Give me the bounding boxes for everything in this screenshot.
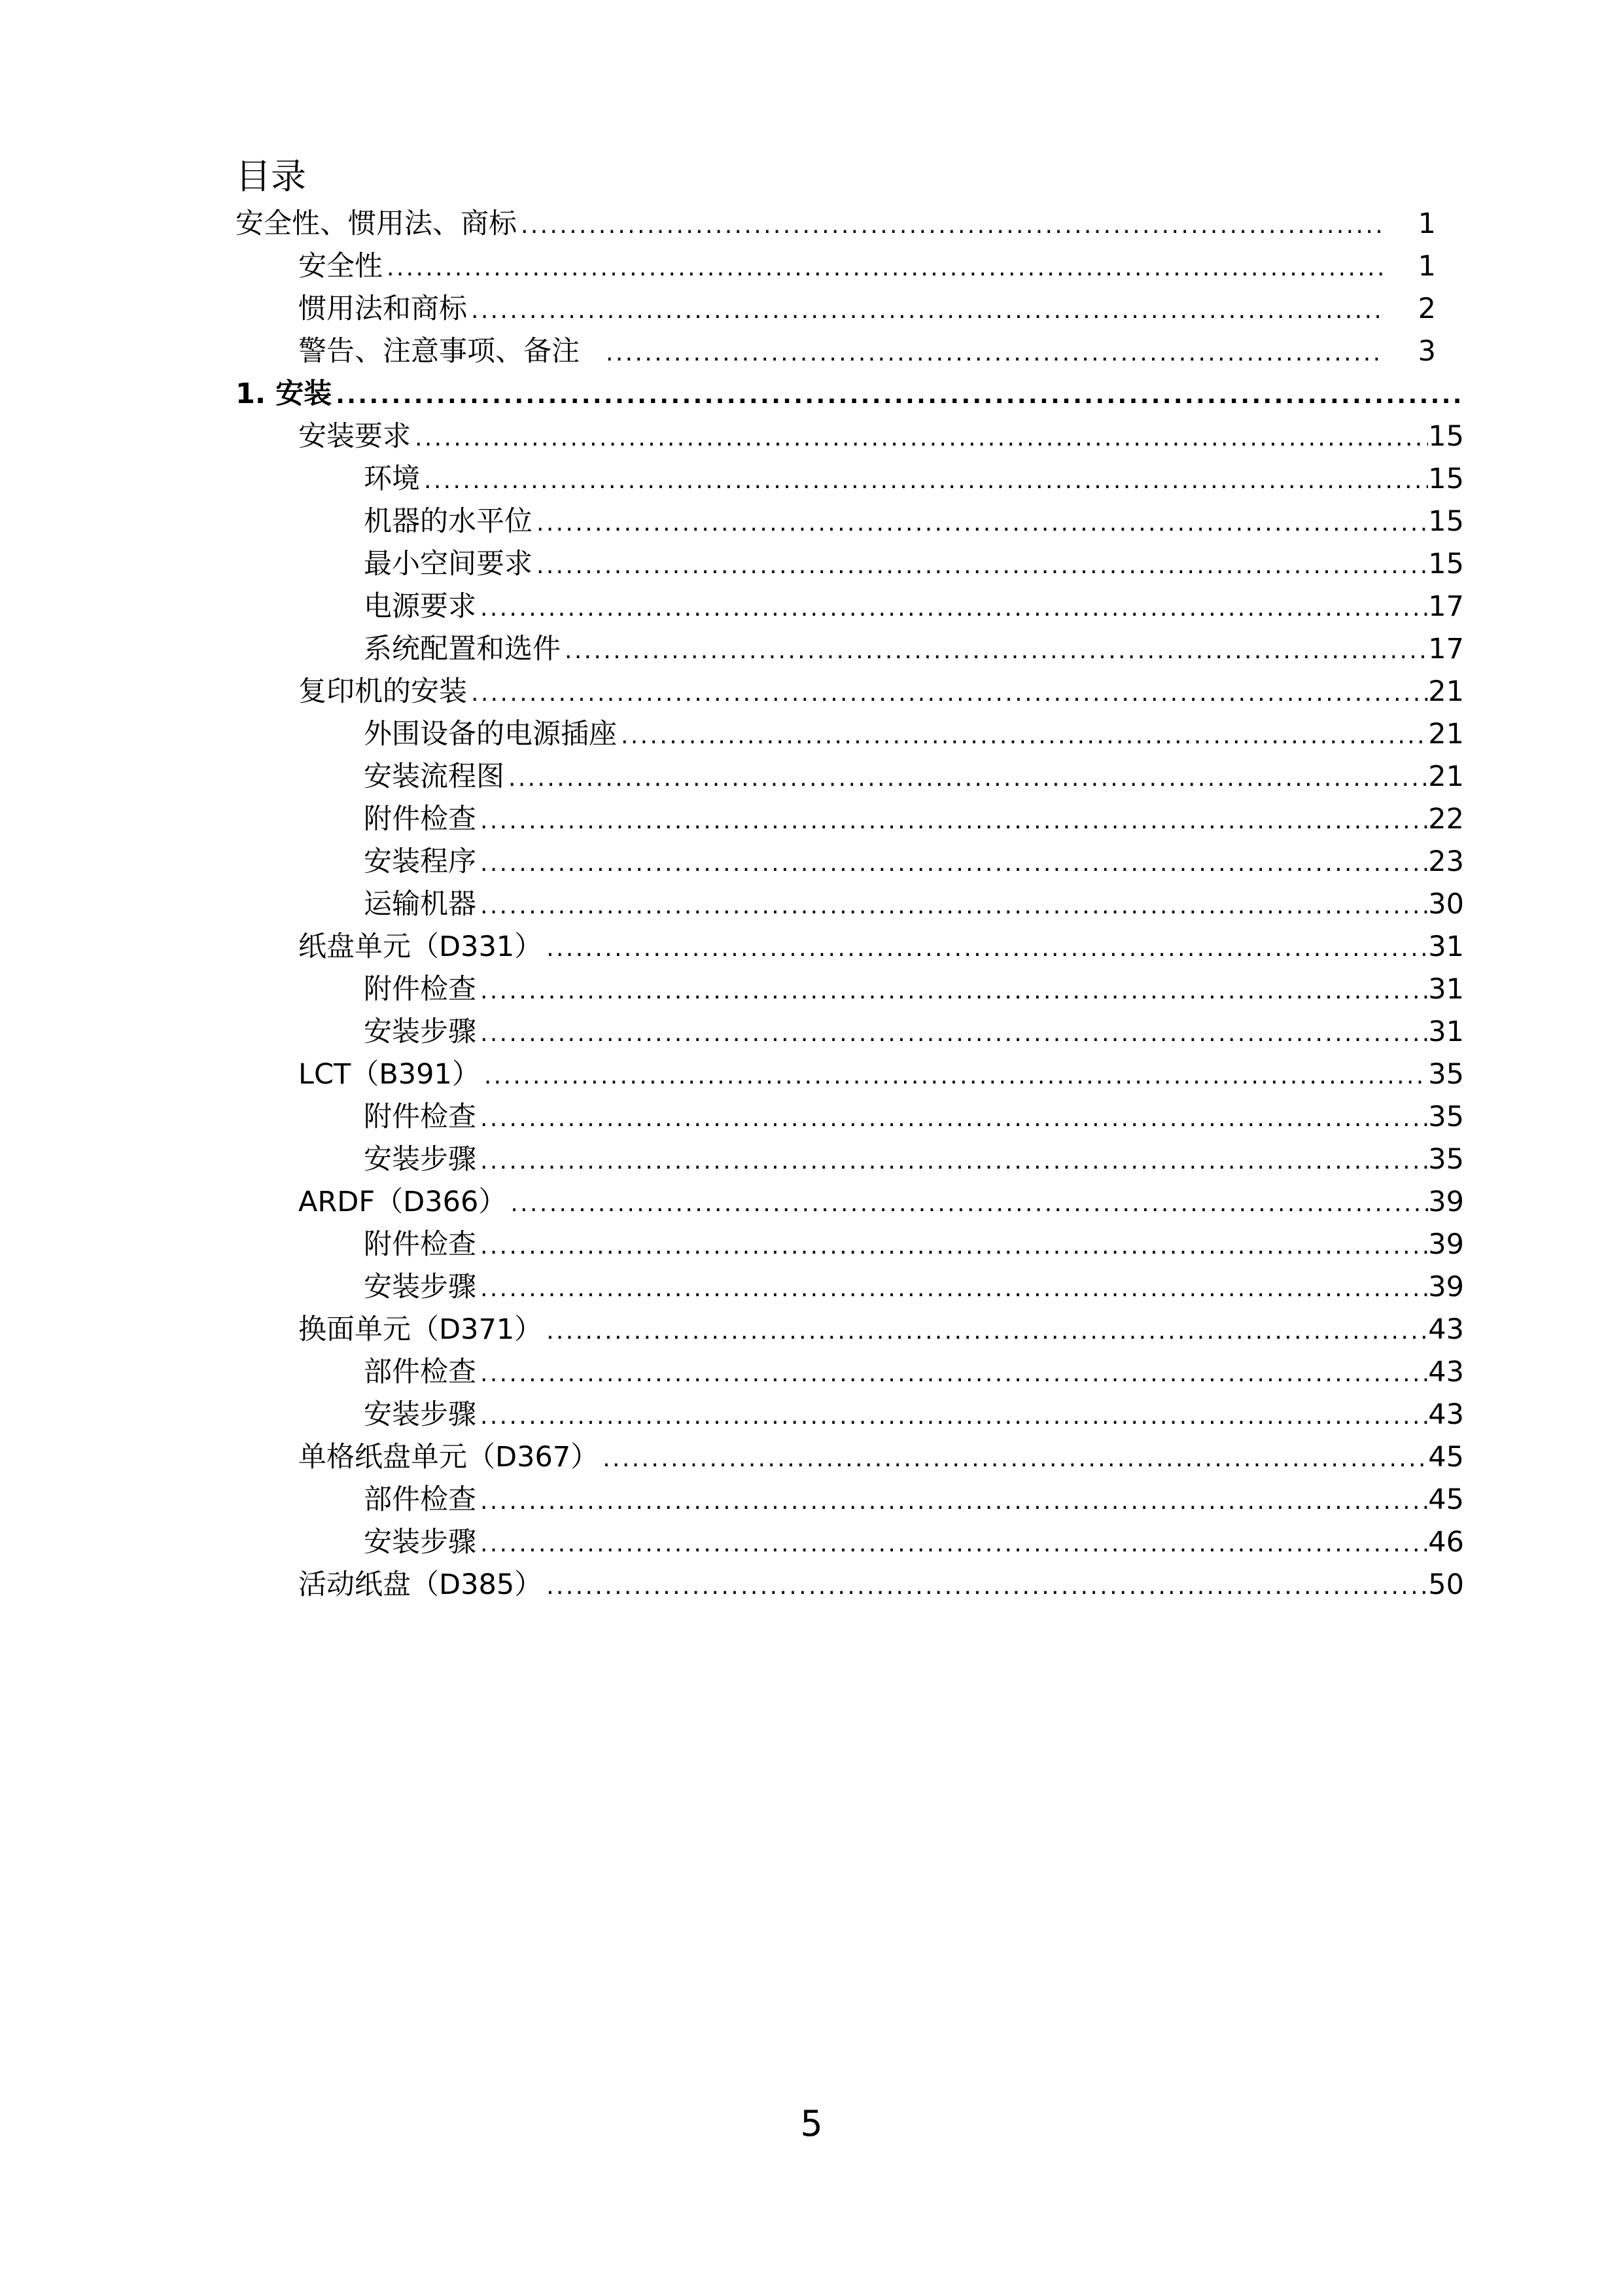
toc-entry-page: 23 [1428, 845, 1464, 878]
toc-entry-title: 系统配置和选件 [364, 633, 561, 665]
dot-leader [480, 1352, 1428, 1395]
toc-entry-page: 43 [1428, 1313, 1464, 1346]
toc-entry[interactable] [364, 968, 1464, 1011]
toc-entry-title: LCT（B391） [298, 1058, 480, 1091]
toc-entry-page: 15 [1428, 463, 1464, 495]
dot-leader [484, 1055, 1428, 1097]
toc-entry-page: 15 [1428, 548, 1464, 580]
toc-chapter-entry[interactable] [236, 373, 1464, 415]
dot-leader [546, 1565, 1428, 1608]
toc-entry-page: 3 [1418, 335, 1436, 368]
toc-entry[interactable] [364, 756, 1464, 798]
dot-leader [480, 587, 1428, 629]
toc-entry-page: 17 [1428, 590, 1464, 623]
toc-entry-title: 附件检查 [364, 1228, 476, 1261]
toc-entry[interactable] [298, 1436, 1464, 1479]
toc-entry-page: 21 [1428, 760, 1464, 793]
dot-leader [546, 1310, 1428, 1352]
toc-entry-page: 43 [1428, 1356, 1464, 1388]
toc-entry-title: 部件检查 [364, 1483, 476, 1516]
dot-leader [480, 800, 1428, 842]
toc-entry-title: 环境 [364, 463, 420, 495]
toc-entry[interactable] [298, 1181, 1464, 1224]
page-number: 5 [800, 2103, 823, 2144]
toc-entry-page: 31 [1428, 1016, 1464, 1048]
toc-entry[interactable] [298, 1053, 1464, 1096]
dot-leader [536, 502, 1428, 544]
toc-entry[interactable] [364, 1394, 1464, 1436]
dot-leader [510, 1182, 1428, 1225]
toc-entry[interactable] [298, 671, 1464, 713]
toc-entry-title: 附件检查 [364, 973, 476, 1006]
toc-entry-page: 39 [1428, 1228, 1464, 1261]
toc-entry-page: 46 [1428, 1526, 1464, 1559]
toc-entry-title: 安装步骤 [364, 1526, 476, 1559]
dot-leader [424, 459, 1428, 502]
dot-leader [536, 544, 1428, 587]
toc-entry[interactable] [364, 1479, 1464, 1521]
dot-leader [471, 289, 1384, 332]
dot-leader [508, 757, 1428, 800]
toc-entry-page: 1 [1418, 250, 1436, 283]
toc-entry-page: 39 [1428, 1271, 1464, 1303]
toc-entry-title: 附件检查 [364, 803, 476, 836]
toc-entry[interactable] [364, 1351, 1464, 1394]
dot-leader [521, 204, 1384, 247]
dot-leader [480, 1267, 1428, 1310]
toc-entry-page: 50 [1428, 1568, 1464, 1601]
toc-entry-title: 安装步骤 [364, 1016, 476, 1048]
dot-leader [415, 417, 1428, 459]
toc-entry[interactable] [364, 1096, 1464, 1139]
dot-leader [565, 629, 1428, 672]
toc-entry-page: 45 [1428, 1441, 1464, 1474]
toc-entry[interactable] [298, 926, 1464, 968]
dot-leader [606, 332, 1384, 374]
toc-entry-title: 安装步骤 [364, 1143, 476, 1176]
toc-entry-title: 安装流程图 [364, 760, 504, 793]
toc-entry-title: 部件检查 [364, 1356, 476, 1388]
toc-entry[interactable] [364, 1521, 1464, 1564]
toc-entry-page: 21 [1428, 675, 1464, 708]
toc-entry[interactable] [298, 1564, 1464, 1606]
dot-leader [480, 1097, 1428, 1140]
toc-entry-title: 安全性 [298, 250, 383, 283]
toc-entry-page: 31 [1428, 930, 1464, 963]
toc-entry[interactable] [364, 1266, 1464, 1309]
toc-entry-title: 单格纸盘单元（D367） [298, 1441, 599, 1474]
toc-entry-page: 31 [1428, 973, 1464, 1006]
dot-leader [387, 247, 1384, 289]
toc-entry[interactable] [364, 883, 1464, 926]
dot-leader [480, 842, 1428, 885]
toc-entry[interactable] [364, 586, 1464, 628]
toc-entry-title: 1. 安装 [236, 378, 332, 410]
dot-leader [621, 715, 1428, 757]
toc-entry-page: 45 [1428, 1483, 1464, 1516]
toc-entry-page: 30 [1428, 888, 1464, 921]
toc-entry-title: 电源要求 [364, 590, 476, 623]
toc-entry-page: 43 [1428, 1398, 1464, 1431]
toc-entry-page: 1 [1418, 207, 1436, 240]
toc-entry[interactable] [364, 501, 1464, 543]
toc-entry[interactable] [364, 1139, 1464, 1181]
toc-entry[interactable] [364, 543, 1464, 586]
toc-entry-title: 附件检查 [364, 1101, 476, 1133]
toc-entry-page: 15 [1428, 420, 1464, 453]
toc-entry-title: 换面单元（D371） [298, 1313, 543, 1346]
dot-leader [480, 1395, 1428, 1438]
dot-leader [480, 1523, 1428, 1565]
dot-leader [480, 885, 1428, 927]
dot-leader [336, 374, 1464, 417]
toc-entry-title: 警告、注意事项、备注 [298, 335, 580, 368]
toc-entry-page: 17 [1428, 633, 1464, 665]
toc-entry-title: 运输机器 [364, 888, 476, 921]
toc-entry-title: 惯用法和商标 [298, 292, 467, 325]
toc-entry-title: 安装步骤 [364, 1271, 476, 1303]
dot-leader [546, 927, 1428, 970]
toc-entry[interactable] [364, 1224, 1464, 1266]
toc-entry[interactable] [298, 288, 1436, 330]
toc-entry-title: 纸盘单元（D331） [298, 930, 543, 963]
toc-entry-title: 安装程序 [364, 845, 476, 878]
toc-entry[interactable] [364, 841, 1464, 883]
toc-entry-title: 复印机的安装 [298, 675, 467, 708]
toc-entry[interactable] [298, 415, 1464, 458]
toc-entry-title: 安装要求 [298, 420, 411, 453]
dot-leader [480, 970, 1428, 1012]
toc-entry-title: 安全性、惯用法、商标 [236, 207, 517, 240]
toc-entry[interactable] [364, 798, 1464, 841]
dot-leader [480, 1480, 1428, 1523]
toc-heading: 目录 [236, 156, 306, 197]
toc-entry[interactable] [364, 1011, 1464, 1053]
toc-entry-page: 2 [1418, 292, 1436, 325]
dot-leader [480, 1140, 1428, 1182]
dot-leader [480, 1012, 1428, 1055]
toc-entry-title: 安装步骤 [364, 1398, 476, 1431]
toc-entry-page: 39 [1428, 1186, 1464, 1218]
dot-leader [471, 672, 1428, 715]
toc-entry-title: 外围设备的电源插座 [364, 718, 617, 751]
toc-entry-title: 机器的水平位 [364, 505, 532, 538]
toc-entry-page: 35 [1428, 1101, 1464, 1133]
toc-entry-title: ARDF（D366） [298, 1186, 507, 1218]
toc-entry[interactable] [298, 245, 1436, 288]
toc-entry[interactable] [364, 713, 1464, 756]
dot-leader [602, 1438, 1428, 1480]
toc-entry-page: 21 [1428, 718, 1464, 751]
toc-entry[interactable] [236, 203, 1436, 245]
toc-entry[interactable] [298, 330, 1436, 373]
toc-entry[interactable] [364, 458, 1464, 501]
toc-entry-title: 最小空间要求 [364, 548, 532, 580]
toc-entry-page: 15 [1428, 505, 1464, 538]
toc-entry-page: 35 [1428, 1058, 1464, 1091]
toc-entry[interactable] [364, 628, 1464, 671]
toc-entry-page: 22 [1428, 803, 1464, 836]
toc-entry-title: 活动纸盘（D385） [298, 1568, 543, 1601]
toc-entry-page: 35 [1428, 1143, 1464, 1176]
toc-entry[interactable] [298, 1309, 1464, 1351]
dot-leader [480, 1225, 1428, 1267]
